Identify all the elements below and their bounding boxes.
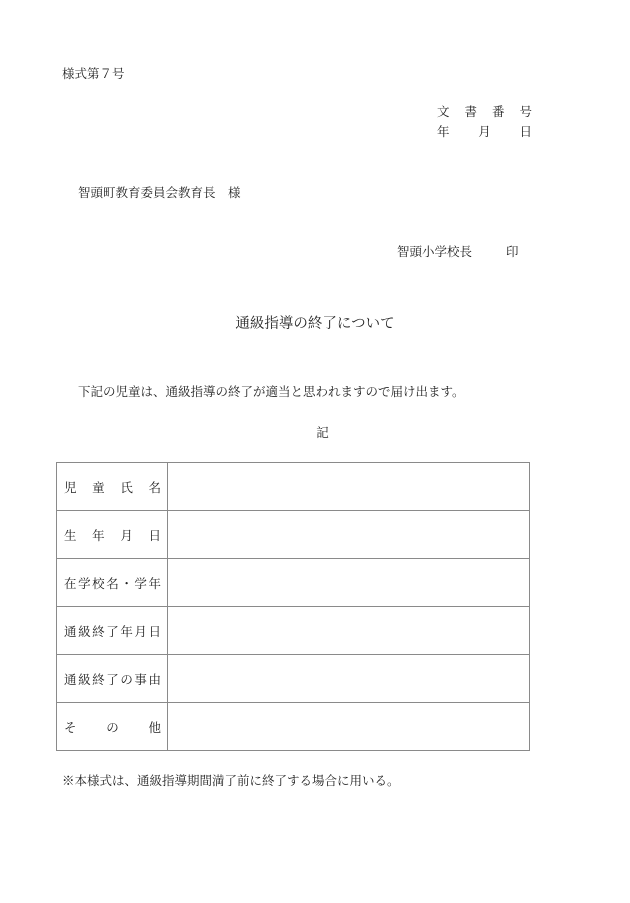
row-value-cell[interactable]	[168, 703, 530, 751]
table-row-end-date	[57, 607, 530, 655]
row-label-char: 生	[64, 527, 77, 543]
row-label-char: 名	[148, 479, 161, 495]
details-table	[56, 462, 530, 751]
form-number: 様式第７号	[62, 66, 125, 81]
document-number-char: 書	[464, 104, 477, 119]
row-value-cell[interactable]	[168, 511, 530, 559]
row-label-char: 学	[134, 575, 147, 591]
document-title: 通級指導の終了について	[235, 316, 395, 332]
document-number-line	[437, 106, 532, 126]
row-label-cell	[57, 607, 168, 655]
row-label	[57, 478, 167, 496]
row-label-char: 級	[78, 623, 91, 639]
row-label-char: 級	[78, 671, 91, 687]
row-label-char: 月	[134, 623, 147, 639]
document-number-date-block	[437, 106, 532, 146]
row-label-cell	[57, 463, 168, 511]
row-label-char: 年	[120, 623, 133, 639]
row-label-char: 終	[92, 671, 105, 687]
row-label-char: 了	[106, 671, 119, 687]
row-label	[57, 670, 167, 688]
row-label-char: 年	[148, 575, 161, 591]
sender-name: 智頭小学校長	[397, 244, 473, 259]
row-label-char: 由	[148, 671, 161, 687]
table-row-child-name	[57, 463, 530, 511]
row-label-char: 在	[64, 575, 77, 591]
sender-block	[397, 246, 519, 259]
addressee: 智頭町教育委員会教育長 様	[78, 185, 241, 200]
row-label-char: 他	[148, 719, 161, 735]
row-label-char: の	[120, 671, 133, 687]
ki-heading: 記	[316, 425, 329, 440]
date-day-label: 日	[519, 124, 532, 139]
table-row-other	[57, 703, 530, 751]
row-value-cell[interactable]	[168, 655, 530, 703]
row-label-char: 通	[64, 623, 77, 639]
row-value-cell[interactable]	[168, 463, 530, 511]
table-row-school-grade	[57, 559, 530, 607]
row-label-char: そ	[64, 719, 77, 735]
row-label-char: 年	[92, 527, 105, 543]
row-label-cell	[57, 703, 168, 751]
row-label-char: 通	[64, 671, 77, 687]
row-label-char: 児	[64, 479, 77, 495]
row-label-cell	[57, 559, 168, 607]
row-label-char: 事	[134, 671, 147, 687]
row-label	[57, 526, 167, 544]
row-label-cell	[57, 655, 168, 703]
row-label-char: 童	[92, 479, 105, 495]
row-label	[57, 574, 167, 592]
row-label	[57, 622, 167, 640]
body-text: 下記の児童は、通級指導の終了が適当と思われますので届け出ます。	[78, 384, 465, 399]
document-number-char: 号	[519, 104, 532, 119]
row-label-char: ・	[120, 575, 133, 591]
row-label-char: 月	[120, 527, 133, 543]
row-label-cell	[57, 511, 168, 559]
row-label-char: 学	[78, 575, 91, 591]
footnote: ※本様式は、通級指導期間満了前に終了する場合に用いる。	[62, 773, 400, 788]
row-label-char: 了	[106, 623, 119, 639]
row-label	[57, 718, 167, 736]
row-label-char: 名	[106, 575, 119, 591]
row-value-cell[interactable]	[168, 559, 530, 607]
seal-mark: 印	[506, 244, 519, 259]
date-month-label: 月	[478, 124, 491, 139]
row-label-char: 氏	[120, 479, 133, 495]
table-row-birth-date	[57, 511, 530, 559]
row-label-char: の	[106, 719, 119, 735]
row-label-char: 日	[148, 527, 161, 543]
row-label-char: 終	[92, 623, 105, 639]
table-row-end-reason	[57, 655, 530, 703]
row-label-char: 日	[148, 623, 161, 639]
row-value-cell[interactable]	[168, 607, 530, 655]
date-line	[437, 126, 532, 146]
row-label-char: 校	[92, 575, 105, 591]
document-number-char: 番	[491, 104, 505, 119]
date-year-label: 年	[437, 124, 450, 139]
document-number-char: 文	[437, 104, 450, 119]
